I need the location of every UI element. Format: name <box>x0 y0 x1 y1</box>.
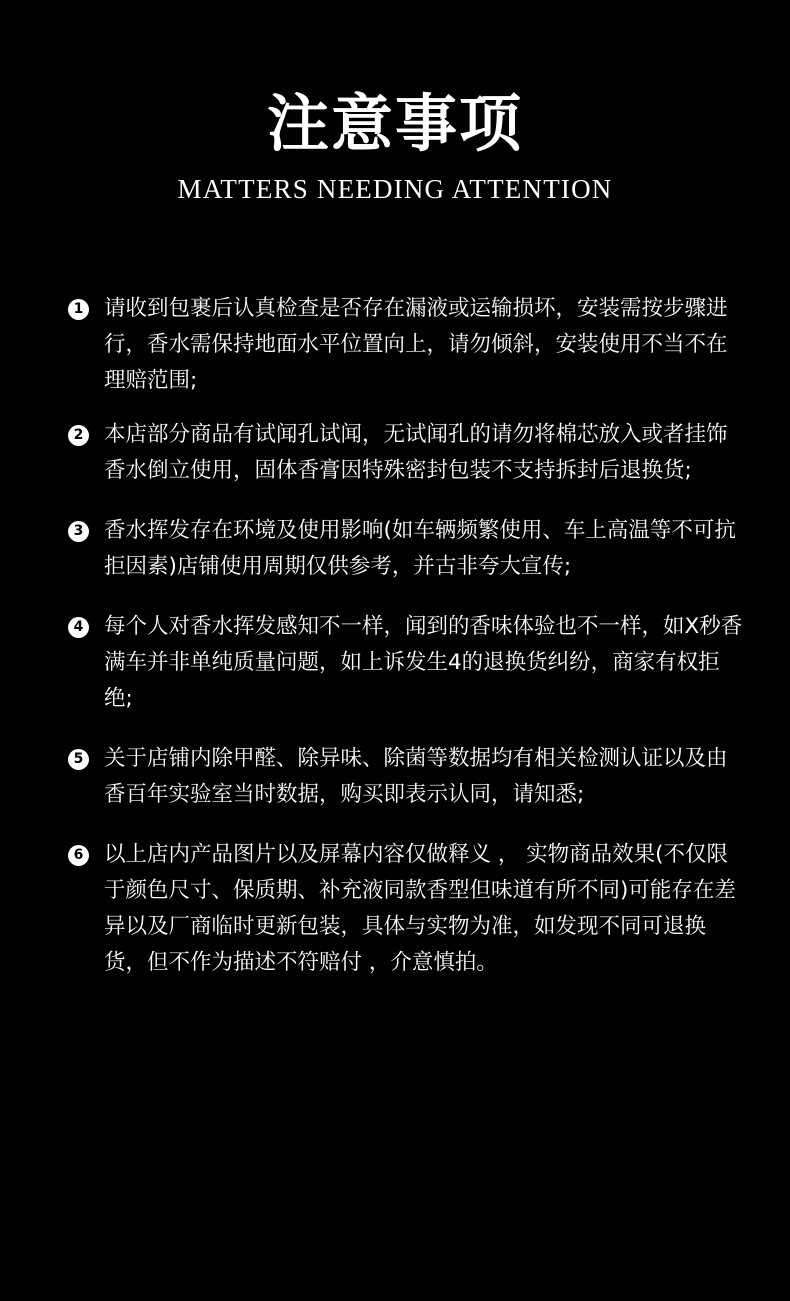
notice-text-4: 每个人对香水挥发感知不一样，闻到的香味体验也不一样，如X秒香满车并非单纯质量问题，如上诉发生4的退换货纠纷，商家有权拒绝; <box>104 614 743 711</box>
notice-list <box>66 291 746 981</box>
notice-item-6 <box>66 837 746 981</box>
number-badge-6: 6 <box>68 845 89 866</box>
notice-item-4 <box>66 609 746 717</box>
notice-text-1: 请收到包裹后认真检查是否存在漏液或运输损坏，安装需按步骤进行，香水需保持地面水平位置向上，请勿倾斜，安装使用不当不在理赔范围; <box>104 296 728 393</box>
number-badge-5: 5 <box>68 749 89 770</box>
notice-item-2 <box>66 417 746 489</box>
notice-item-1 <box>66 291 746 399</box>
notice-item-5 <box>66 741 746 813</box>
notice-text-2: 本店部分商品有试闻孔试闻，无试闻孔的请勿将棉芯放入或者挂饰香水倒立使用，固体香膏因特殊密封包装不支持拆封后退换货; <box>104 422 728 483</box>
page-title: 注意事项 <box>266 87 523 160</box>
number-badge-2: 2 <box>68 425 89 446</box>
notice-text-5: 关于店铺内除甲醛、除异味、除菌等数据均有相关检测认证以及由香百年实验室当时数据，购买即表示认同，请知悉; <box>104 746 728 807</box>
number-badge-1: 1 <box>68 299 89 320</box>
number-badge-4: 4 <box>68 617 89 638</box>
page-subtitle: MATTERS NEEDING ATTENTION <box>177 174 613 204</box>
notice-item-3 <box>66 513 746 585</box>
notice-text-6: 以上店内产品图片以及屏幕内容仅做释义 ， 实物商品效果(不仅限于颜色尺寸、保质期、补充液同款香型但味道有所不同)可能存在差异以及厂商临时更新包装，具体与实物为准，如发现不同可退换货，但不作为描述不符赔付 ，介意慎拍。 <box>104 842 736 975</box>
notice-text-3: 香水挥发存在环境及使用影响(如车辆频繁使用、车上高温等不可抗拒因素)店铺使用周期仅供参考，并古非夸大宣传; <box>104 518 736 579</box>
number-badge-3: 3 <box>68 521 89 542</box>
